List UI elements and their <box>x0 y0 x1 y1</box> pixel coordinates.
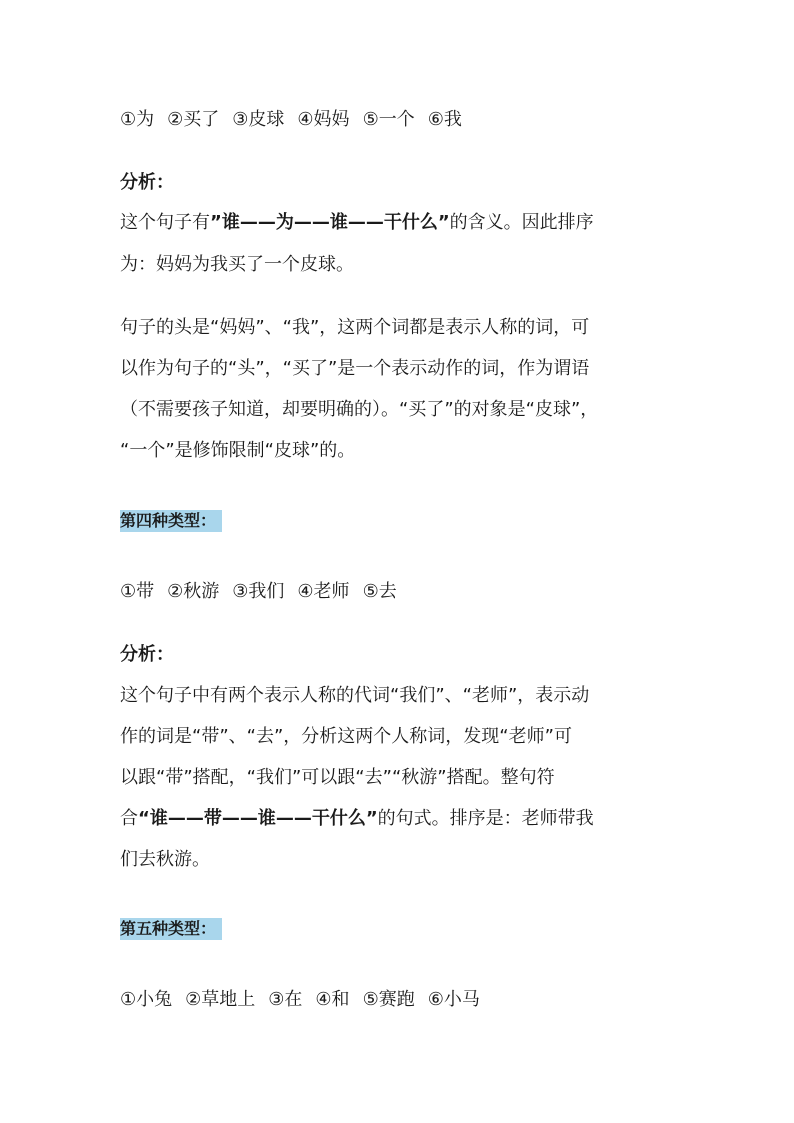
type-4-heading: 第四种类型： <box>120 510 222 532</box>
option-item: ③在 <box>268 989 303 1010</box>
analysis-1-line-1 <box>120 210 594 236</box>
option-item: ⑤一个 <box>362 109 415 130</box>
options-line-3 <box>120 987 480 1013</box>
option-item: ②草地上 <box>185 989 256 1010</box>
text-run: 这个句子有 <box>120 212 210 233</box>
option-item: ②买了 <box>167 109 220 130</box>
text-run: 合 <box>120 808 138 829</box>
options-line-2 <box>120 579 397 605</box>
analysis-heading: 分析： <box>120 644 174 665</box>
analysis-2-line: 们去秋游。 <box>120 849 210 870</box>
text-run: 的句式。排序是：老师带我 <box>377 808 594 829</box>
option-item: ④老师 <box>297 581 350 602</box>
analysis-2-line <box>120 806 594 832</box>
option-item: ④和 <box>315 989 350 1010</box>
sentence-pattern: “谁——带——谁——干什么” <box>138 808 378 829</box>
option-item: ⑤赛跑 <box>362 989 415 1010</box>
option-item: ④妈妈 <box>297 109 350 130</box>
option-item: ②秋游 <box>167 581 220 602</box>
analysis-1-line-2: 为：妈妈为我买了一个皮球。 <box>120 254 354 275</box>
option-item: ⑤去 <box>362 581 397 602</box>
option-item: ①为 <box>120 109 155 130</box>
options-line-1 <box>120 107 462 133</box>
analysis-2-line: 这个句子中有两个表示人称的代词“我们”、“老师”，表示动 <box>120 685 590 706</box>
option-item: ①带 <box>120 581 155 602</box>
option-item: ⑥我 <box>427 109 462 130</box>
option-item: ⑥小马 <box>427 989 480 1010</box>
option-item: ③皮球 <box>232 109 285 130</box>
type-5-heading: 第五种类型： <box>120 918 222 940</box>
option-item: ①小兔 <box>120 989 173 1010</box>
paragraph-line: 句子的头是“妈妈”、“我”，这两个词都是表示人称的词，可 <box>120 317 590 338</box>
paragraph-line: 以作为句子的“头”，“买了”是一个表示动作的词，作为谓语 <box>120 358 590 379</box>
analysis-2-line: 以跟“带”搭配，“我们”可以跟“去”“秋游”搭配。整句符 <box>120 767 555 788</box>
analysis-2-line: 作的词是“带”、“去”，分析这两个人称词，发现“老师”可 <box>120 726 572 747</box>
paragraph-line: （不需要孩子知道，却要明确的）。“买了”的对象是“皮球”， <box>120 399 599 420</box>
text-run: 的含义。因此排序 <box>449 212 594 233</box>
analysis-heading: 分析： <box>120 172 174 193</box>
paragraph-line: “一个”是修饰限制“皮球”的。 <box>120 440 356 461</box>
option-item: ③我们 <box>232 581 285 602</box>
sentence-pattern: ”谁——为——谁——干什么” <box>210 212 450 233</box>
